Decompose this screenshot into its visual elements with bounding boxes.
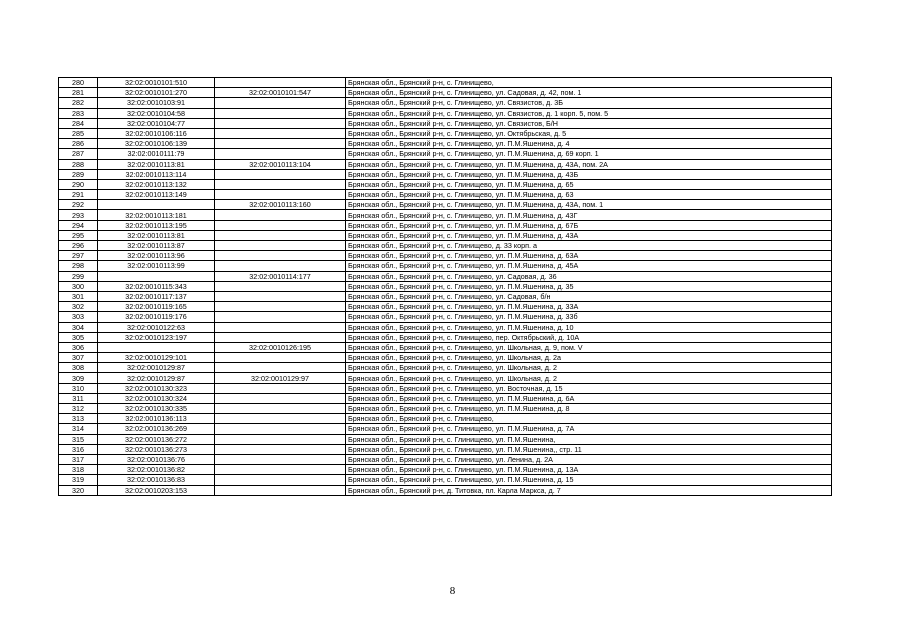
cadastral-number-cell: 32:02:0010119:176 <box>98 312 215 322</box>
table-row <box>59 210 832 220</box>
cadastral-number-cell: 32:02:0010136:273 <box>98 444 215 454</box>
address-cell: Брянская обл., Брянский р-н, с. Глинищево, ул. Школьная, д. 9, пом. V <box>346 342 832 352</box>
table-row <box>59 424 832 434</box>
address-cell: Брянская обл., Брянский р-н, с. Глинищево, ул. П.М.Яшенина, д. 6А <box>346 393 832 403</box>
parent-cadastral-number-cell <box>215 424 346 434</box>
parent-cadastral-number-cell <box>215 302 346 312</box>
row-number-cell: 304 <box>59 322 98 332</box>
parent-cadastral-number-cell: 32:02:0010101:547 <box>215 88 346 98</box>
cadastral-number-cell <box>98 342 215 352</box>
table-row <box>59 108 832 118</box>
cadastral-number-cell: 32:02:0010106:139 <box>98 139 215 149</box>
table-row <box>59 190 832 200</box>
table-row <box>59 454 832 464</box>
address-cell: Брянская обл., Брянский р-н, с. Глинищево, ул. П.М.Яшенина, д. 4 <box>346 139 832 149</box>
address-cell: Брянская обл., Брянский р-н, с. Глинищево, ул. П.М.Яшенина, д. 13А <box>346 465 832 475</box>
row-number-cell: 282 <box>59 98 98 108</box>
row-number-cell: 314 <box>59 424 98 434</box>
cadastral-number-cell: 32:02:0010136:113 <box>98 414 215 424</box>
table-row <box>59 363 832 373</box>
row-number-cell: 301 <box>59 291 98 301</box>
parent-cadastral-number-cell: 32:02:0010113:104 <box>215 159 346 169</box>
address-cell: Брянская обл., Брянский р-н, с. Глинищево, ул. Связистов, д. 1 корп. 5, пом. 5 <box>346 108 832 118</box>
table-row <box>59 322 832 332</box>
address-cell: Брянская обл., Брянский р-н, с. Глинищево, <box>346 414 832 424</box>
address-cell: Брянская обл., Брянский р-н, с. Глинищево, ул. П.М.Яшенина, д. 63 <box>346 190 832 200</box>
row-number-cell: 295 <box>59 230 98 240</box>
address-cell: Брянская обл., Брянский р-н, с. Глинищево, ул. Ленина, д. 2А <box>346 454 832 464</box>
parent-cadastral-number-cell <box>215 475 346 485</box>
parent-cadastral-number-cell <box>215 261 346 271</box>
document-sheet <box>58 77 831 496</box>
address-cell: Брянская обл., Брянский р-н, с. Глинищево, ул. Школьная, д. 2 <box>346 373 832 383</box>
table-row <box>59 149 832 159</box>
row-number-cell: 285 <box>59 128 98 138</box>
cadastral-number-cell: 32:02:0010129:101 <box>98 353 215 363</box>
table-row <box>59 251 832 261</box>
address-cell: Брянская обл., Брянский р-н, с. Глинищево, ул. П.М.Яшенина, д. 10 <box>346 322 832 332</box>
table-row <box>59 302 832 312</box>
table-row <box>59 118 832 128</box>
parent-cadastral-number-cell <box>215 220 346 230</box>
row-number-cell: 297 <box>59 251 98 261</box>
address-cell: Брянская обл., Брянский р-н, с. Глинищево, ул. Связистов, д. 3Б <box>346 98 832 108</box>
row-number-cell: 299 <box>59 271 98 281</box>
address-cell: Брянская обл., Брянский р-н, с. Глинищево, ул. П.М.Яшенина, д. 8 <box>346 404 832 414</box>
table-row <box>59 200 832 210</box>
table-row <box>59 404 832 414</box>
table-row <box>59 128 832 138</box>
table-row <box>59 475 832 485</box>
parent-cadastral-number-cell: 32:02:0010129:97 <box>215 373 346 383</box>
address-cell: Брянская обл., Брянский р-н, с. Глинищево, ул. Садовая, б/н <box>346 291 832 301</box>
cadastral-number-cell: 32:02:0010113:99 <box>98 261 215 271</box>
address-cell: Брянская обл., Брянский р-н, с. Глинищево, ул. П.М.Яшенина, д. 43А <box>346 230 832 240</box>
address-cell: Брянская обл., Брянский р-н, с. Глинищево, ул. П.М.Яшенина, д. 33А <box>346 302 832 312</box>
cadastral-number-cell: 32:02:0010130:324 <box>98 393 215 403</box>
cadastral-number-cell: 32:02:0010136:269 <box>98 424 215 434</box>
row-number-cell: 311 <box>59 393 98 403</box>
row-number-cell: 320 <box>59 485 98 495</box>
cadastral-number-cell: 32:02:0010203:153 <box>98 485 215 495</box>
table-row <box>59 444 832 454</box>
parent-cadastral-number-cell <box>215 312 346 322</box>
address-cell: Брянская обл., Брянский р-н, с. Глинищево, ул. П.М.Яшенина, д. 43Б <box>346 169 832 179</box>
parent-cadastral-number-cell <box>215 353 346 363</box>
address-cell: Брянская обл., Брянский р-н, с. Глинищево, ул. Садовая, д. 36 <box>346 271 832 281</box>
parent-cadastral-number-cell <box>215 454 346 464</box>
table-row <box>59 98 832 108</box>
address-cell: Брянская обл., Брянский р-н, с. Глинищево, ул. Школьная, д. 2 <box>346 363 832 373</box>
row-number-cell: 289 <box>59 169 98 179</box>
row-number-cell: 316 <box>59 444 98 454</box>
table-row <box>59 159 832 169</box>
row-number-cell: 291 <box>59 190 98 200</box>
parent-cadastral-number-cell <box>215 404 346 414</box>
cadastral-number-cell: 32:02:0010113:114 <box>98 169 215 179</box>
cadastral-number-cell: 32:02:0010130:323 <box>98 383 215 393</box>
table-row <box>59 220 832 230</box>
cadastral-number-cell: 32:02:0010113:87 <box>98 241 215 251</box>
address-cell: Брянская обл., Брянский р-н, с. Глинищево, ул. Школьная, д. 2а <box>346 353 832 363</box>
address-cell: Брянская обл., Брянский р-н, с. Глинищево, пер. Октябрьский, д. 10А <box>346 332 832 342</box>
cadastral-number-cell: 32:02:0010113:81 <box>98 230 215 240</box>
cadastral-number-cell: 32:02:0010113:81 <box>98 159 215 169</box>
row-number-cell: 280 <box>59 78 98 88</box>
row-number-cell: 310 <box>59 383 98 393</box>
cadastral-number-cell: 32:02:0010115:343 <box>98 281 215 291</box>
cadastral-number-cell: 32:02:0010113:195 <box>98 220 215 230</box>
parent-cadastral-number-cell <box>215 230 346 240</box>
table-row <box>59 465 832 475</box>
cadastral-number-cell: 32:02:0010101:270 <box>98 88 215 98</box>
address-cell: Брянская обл., Брянский р-н, д. Титовка, пл. Карла Маркса, д. 7 <box>346 485 832 495</box>
row-number-cell: 319 <box>59 475 98 485</box>
cadastral-number-cell <box>98 271 215 281</box>
address-cell: Брянская обл., Брянский р-н, с. Глинищево, ул. П.М.Яшенина, д. 43А, пом. 1 <box>346 200 832 210</box>
cadastral-number-cell: 32:02:0010136:272 <box>98 434 215 444</box>
parent-cadastral-number-cell <box>215 128 346 138</box>
address-cell: Брянская обл., Брянский р-н, с. Глинищево, ул. П.М.Яшенина, д. 43А, пом. 2А <box>346 159 832 169</box>
row-number-cell: 286 <box>59 139 98 149</box>
parent-cadastral-number-cell <box>215 383 346 393</box>
table-row <box>59 312 832 322</box>
table-row <box>59 434 832 444</box>
parent-cadastral-number-cell: 32:02:0010126:195 <box>215 342 346 352</box>
cadastral-number-cell: 32:02:0010104:77 <box>98 118 215 128</box>
parent-cadastral-number-cell <box>215 241 346 251</box>
cadastral-number-cell: 32:02:0010129:87 <box>98 363 215 373</box>
parent-cadastral-number-cell <box>215 414 346 424</box>
parent-cadastral-number-cell <box>215 465 346 475</box>
table-row <box>59 261 832 271</box>
parent-cadastral-number-cell <box>215 363 346 373</box>
parent-cadastral-number-cell <box>215 108 346 118</box>
cadastral-number-cell: 32:02:0010119:165 <box>98 302 215 312</box>
table-row <box>59 393 832 403</box>
row-number-cell: 303 <box>59 312 98 322</box>
parent-cadastral-number-cell <box>215 169 346 179</box>
table-row <box>59 485 832 495</box>
parent-cadastral-number-cell <box>215 190 346 200</box>
row-number-cell: 302 <box>59 302 98 312</box>
row-number-cell: 315 <box>59 434 98 444</box>
cadastral-number-cell: 32:02:0010113:149 <box>98 190 215 200</box>
address-cell: Брянская обл., Брянский р-н, с. Глинищево, <box>346 78 832 88</box>
table-row <box>59 332 832 342</box>
row-number-cell: 317 <box>59 454 98 464</box>
row-number-cell: 298 <box>59 261 98 271</box>
cadastral-number-cell: 32:02:0010103:91 <box>98 98 215 108</box>
cadastral-table <box>58 77 832 496</box>
row-number-cell: 294 <box>59 220 98 230</box>
address-cell: Брянская обл., Брянский р-н, с. Глинищево, д. 33 корп. а <box>346 241 832 251</box>
row-number-cell: 290 <box>59 179 98 189</box>
table-row <box>59 353 832 363</box>
row-number-cell: 305 <box>59 332 98 342</box>
table-row <box>59 281 832 291</box>
address-cell: Брянская обл., Брянский р-н, с. Глинищево, ул. Связистов, Б/Н <box>346 118 832 128</box>
table-row <box>59 241 832 251</box>
cadastral-number-cell: 32:02:0010111:79 <box>98 149 215 159</box>
table-row <box>59 271 832 281</box>
row-number-cell: 281 <box>59 88 98 98</box>
table-row <box>59 414 832 424</box>
parent-cadastral-number-cell <box>215 98 346 108</box>
page-number: 8 <box>449 585 456 597</box>
cadastral-number-cell: 32:02:0010101:510 <box>98 78 215 88</box>
address-cell: Брянская обл., Брянский р-н, с. Глинищево, ул. П.М.Яшенина, д. 65 <box>346 179 832 189</box>
cadastral-number-cell: 32:02:0010117:137 <box>98 291 215 301</box>
row-number-cell: 283 <box>59 108 98 118</box>
row-number-cell: 318 <box>59 465 98 475</box>
table-row <box>59 78 832 88</box>
cadastral-number-cell: 32:02:0010113:132 <box>98 179 215 189</box>
row-number-cell: 312 <box>59 404 98 414</box>
parent-cadastral-number-cell <box>215 118 346 128</box>
parent-cadastral-number-cell: 32:02:0010113:160 <box>215 200 346 210</box>
cadastral-number-cell: 32:02:0010122:63 <box>98 322 215 332</box>
table-row <box>59 169 832 179</box>
cadastral-number-cell: 32:02:0010130:335 <box>98 404 215 414</box>
row-number-cell: 296 <box>59 241 98 251</box>
parent-cadastral-number-cell <box>215 251 346 261</box>
table-row <box>59 291 832 301</box>
cadastral-number-cell: 32:02:0010123:197 <box>98 332 215 342</box>
address-cell: Брянская обл., Брянский р-н, с. Глинищево, ул. Садовая, д. 42, пом. 1 <box>346 88 832 98</box>
table-row <box>59 139 832 149</box>
parent-cadastral-number-cell: 32:02:0010114:177 <box>215 271 346 281</box>
cadastral-number-cell: 32:02:0010136:76 <box>98 454 215 464</box>
parent-cadastral-number-cell <box>215 332 346 342</box>
table-row <box>59 88 832 98</box>
row-number-cell: 293 <box>59 210 98 220</box>
cadastral-number-cell: 32:02:0010106:116 <box>98 128 215 138</box>
parent-cadastral-number-cell <box>215 485 346 495</box>
cadastral-number-cell: 32:02:0010136:82 <box>98 465 215 475</box>
address-cell: Брянская обл., Брянский р-н, с. Глинищево, ул. Восточная, д. 15 <box>346 383 832 393</box>
table-body <box>59 78 832 496</box>
row-number-cell: 308 <box>59 363 98 373</box>
table-row <box>59 342 832 352</box>
address-cell: Брянская обл., Брянский р-н, с. Глинищево, ул. П.М.Яшенина, д. 33б <box>346 312 832 322</box>
address-cell: Брянская обл., Брянский р-н, с. Глинищево, ул. П.М.Яшенина, д. 69 корп. 1 <box>346 149 832 159</box>
row-number-cell: 292 <box>59 200 98 210</box>
cadastral-number-cell <box>98 200 215 210</box>
address-cell: Брянская обл., Брянский р-н, с. Глинищево, ул. П.М.Яшенина, д. 67Б <box>346 220 832 230</box>
parent-cadastral-number-cell <box>215 393 346 403</box>
cadastral-number-cell: 32:02:0010113:96 <box>98 251 215 261</box>
table-row <box>59 179 832 189</box>
parent-cadastral-number-cell <box>215 434 346 444</box>
address-cell: Брянская обл., Брянский р-н, с. Глинищево, ул. Октябрьская, д. 5 <box>346 128 832 138</box>
parent-cadastral-number-cell <box>215 291 346 301</box>
cadastral-number-cell: 32:02:0010129:87 <box>98 373 215 383</box>
address-cell: Брянская обл., Брянский р-н, с. Глинищево, ул. П.М.Яшенина, д. 15 <box>346 475 832 485</box>
cadastral-number-cell: 32:02:0010113:181 <box>98 210 215 220</box>
parent-cadastral-number-cell <box>215 139 346 149</box>
row-number-cell: 307 <box>59 353 98 363</box>
table-row <box>59 383 832 393</box>
row-number-cell: 288 <box>59 159 98 169</box>
address-cell: Брянская обл., Брянский р-н, с. Глинищево, ул. П.М.Яшенина, <box>346 434 832 444</box>
address-cell: Брянская обл., Брянский р-н, с. Глинищево, ул. П.М.Яшенина, д. 35 <box>346 281 832 291</box>
parent-cadastral-number-cell <box>215 210 346 220</box>
parent-cadastral-number-cell <box>215 179 346 189</box>
parent-cadastral-number-cell <box>215 281 346 291</box>
parent-cadastral-number-cell <box>215 444 346 454</box>
cadastral-number-cell: 32:02:0010136:83 <box>98 475 215 485</box>
row-number-cell: 287 <box>59 149 98 159</box>
table-row <box>59 373 832 383</box>
parent-cadastral-number-cell <box>215 149 346 159</box>
row-number-cell: 306 <box>59 342 98 352</box>
address-cell: Брянская обл., Брянский р-н, с. Глинищево, ул. П.М.Яшенина,, стр. 11 <box>346 444 832 454</box>
row-number-cell: 300 <box>59 281 98 291</box>
parent-cadastral-number-cell <box>215 78 346 88</box>
cadastral-number-cell: 32:02:0010104:58 <box>98 108 215 118</box>
address-cell: Брянская обл., Брянский р-н, с. Глинищево, ул. П.М.Яшенина, д. 7А <box>346 424 832 434</box>
address-cell: Брянская обл., Брянский р-н, с. Глинищево, ул. П.М.Яшенина, д. 43Г <box>346 210 832 220</box>
parent-cadastral-number-cell <box>215 322 346 332</box>
address-cell: Брянская обл., Брянский р-н, с. Глинищево, ул. П.М.Яшенина, д. 63А <box>346 251 832 261</box>
table-row <box>59 230 832 240</box>
row-number-cell: 313 <box>59 414 98 424</box>
row-number-cell: 284 <box>59 118 98 128</box>
address-cell: Брянская обл., Брянский р-н, с. Глинищево, ул. П.М.Яшенина, д. 45А <box>346 261 832 271</box>
row-number-cell: 309 <box>59 373 98 383</box>
